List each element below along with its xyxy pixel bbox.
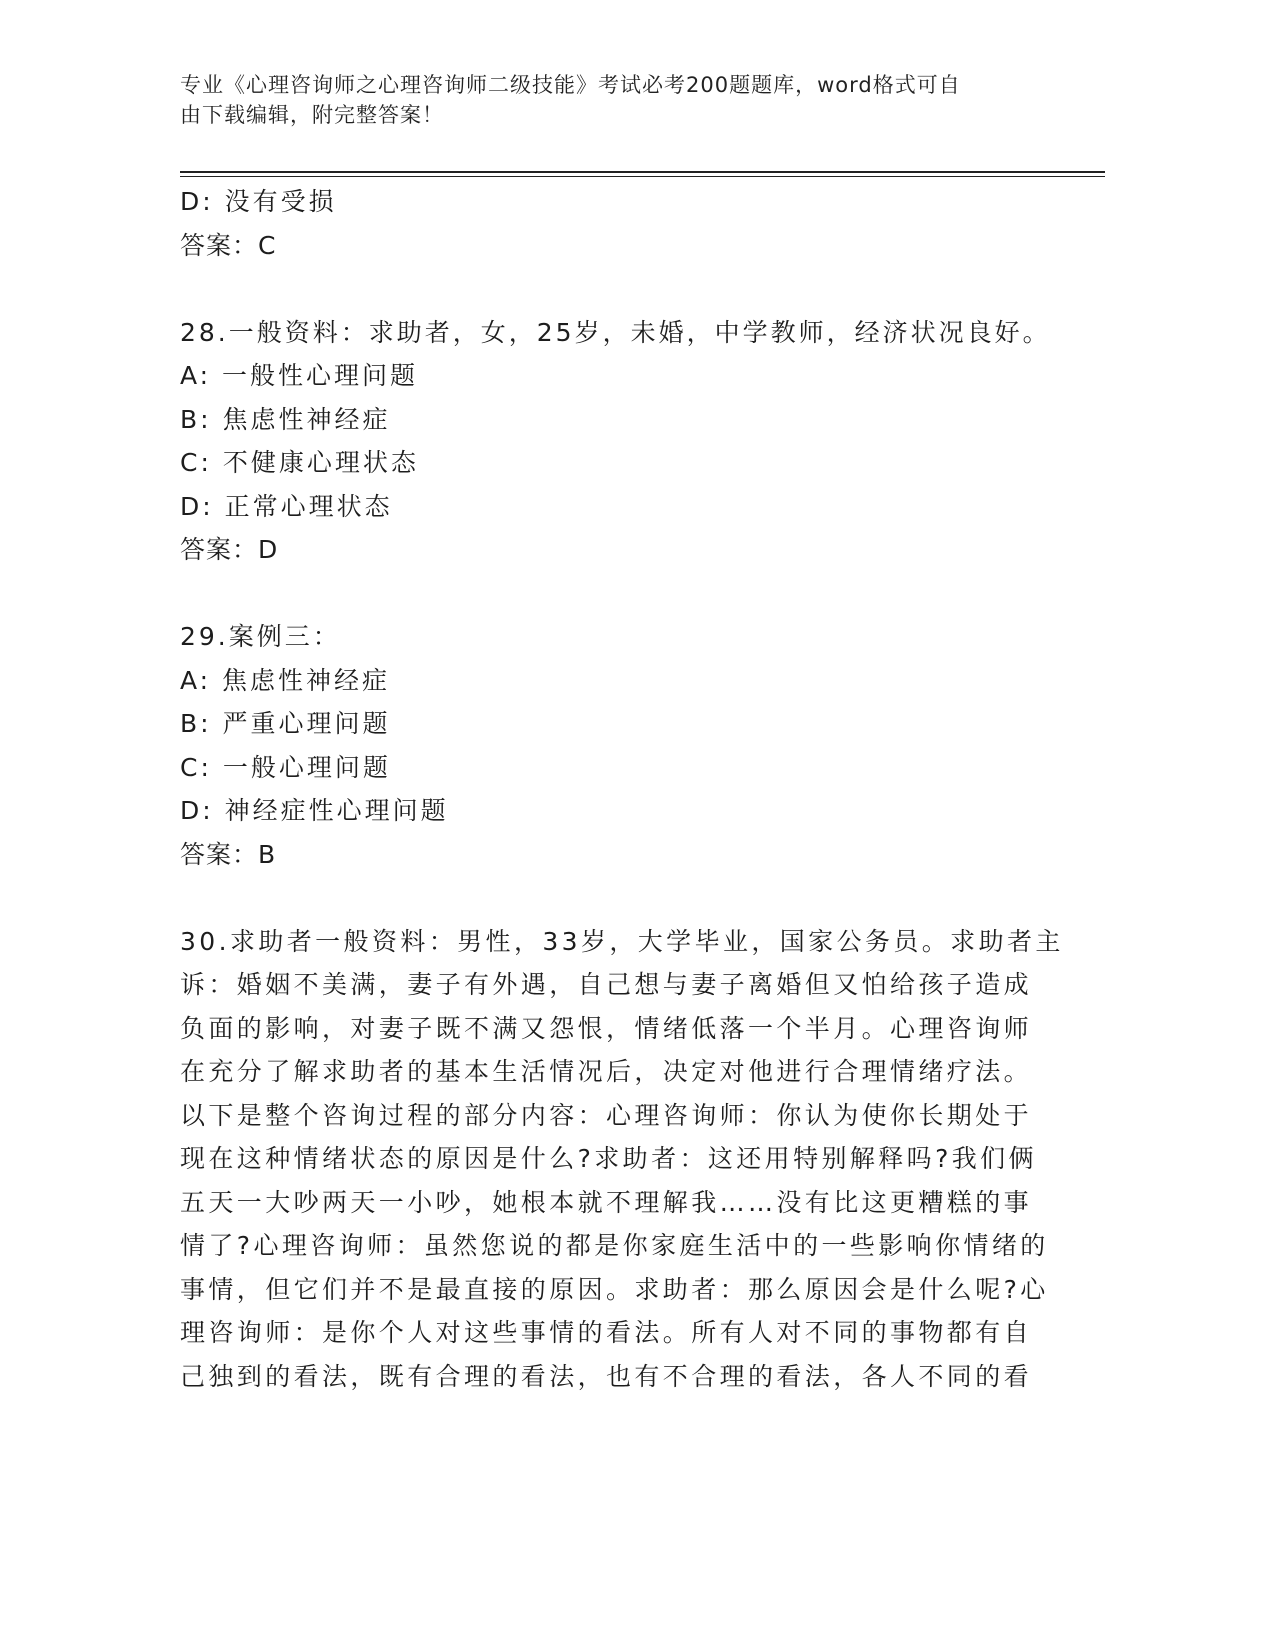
question-27-tail bbox=[180, 180, 1060, 267]
question-stem: 28.一般资料：求助者，女，25岁，未婚，中学教师，经济状况良好。 bbox=[180, 317, 1051, 347]
spacer bbox=[180, 267, 1060, 311]
option-c: C: 不健康心理状态 bbox=[180, 448, 419, 477]
header-title-line-2: 由下载编辑，附完整答案！ bbox=[180, 103, 444, 127]
question-text-line: 30.求助者一般资料：男性，33岁，大学毕业，国家公务员。求助者主 bbox=[180, 926, 1064, 956]
answer-line: 答案：B bbox=[180, 839, 277, 869]
question-text-line: 负面的影响，对妻子既不满又怨恨，情绪低落一个半月。心理咨询师 bbox=[180, 1013, 1033, 1043]
option-b: B: 严重心理问题 bbox=[180, 709, 391, 738]
option-d: D: 正常心理状态 bbox=[180, 491, 393, 521]
question-stem: 29.案例三： bbox=[180, 622, 341, 651]
answer-line: 答案：D bbox=[180, 535, 279, 564]
option-d: D: 没有受损 bbox=[180, 187, 337, 216]
header-divider-thick bbox=[180, 171, 1105, 173]
document-body bbox=[180, 180, 1064, 1398]
option-a: A: 焦虑性神经症 bbox=[180, 665, 391, 695]
header-divider-thin bbox=[180, 176, 1105, 177]
document-header bbox=[180, 70, 1060, 130]
option-a: A: 一般性心理问题 bbox=[180, 361, 419, 390]
spacer bbox=[180, 572, 1060, 616]
spacer bbox=[180, 876, 1060, 920]
question-29 bbox=[180, 615, 1060, 876]
header-title-line-1: 专业《心理咨询师之心理咨询师二级技能》考试必考200题题库，word格式可自 bbox=[180, 73, 961, 97]
option-d: D: 神经症性心理问题 bbox=[180, 796, 449, 825]
option-b: B: 焦虑性神经症 bbox=[180, 404, 391, 434]
question-28 bbox=[180, 311, 1060, 572]
question-text-line: 事情，但它们并不是最直接的原因。求助者：那么原因会是什么呢?心 bbox=[180, 1274, 1049, 1304]
question-text-line: 理咨询师：是你个人对这些事情的看法。所有人对不同的事物都有自 bbox=[180, 1318, 1033, 1347]
question-text-line: 以下是整个咨询过程的部分内容：心理咨询师：你认为使你长期处于 bbox=[180, 1100, 1033, 1130]
question-text-line: 己独到的看法，既有合理的看法，也有不合理的看法，各人不同的看 bbox=[180, 1361, 1033, 1391]
question-text-line: 在充分了解求助者的基本生活情况后，决定对他进行合理情绪疗法。 bbox=[180, 1057, 1033, 1086]
answer-line: 答案：C bbox=[180, 230, 277, 260]
question-text-line: 情了?心理咨询师：虽然您说的都是你家庭生活中的一些影响你情绪的 bbox=[180, 1231, 1049, 1260]
option-c: C: 一般心理问题 bbox=[180, 752, 391, 782]
question-30 bbox=[180, 920, 1064, 1399]
question-text-line: 现在这种情绪状态的原因是什么?求助者：这还用特别解释吗?我们俩 bbox=[180, 1144, 1037, 1173]
question-text-line: 五天一大吵两天一小吵，她根本就不理解我……没有比这更糟糕的事 bbox=[180, 1187, 1033, 1217]
question-text-line: 诉：婚姻不美满，妻子有外遇，自己想与妻子离婚但又怕给孩子造成 bbox=[180, 970, 1033, 999]
